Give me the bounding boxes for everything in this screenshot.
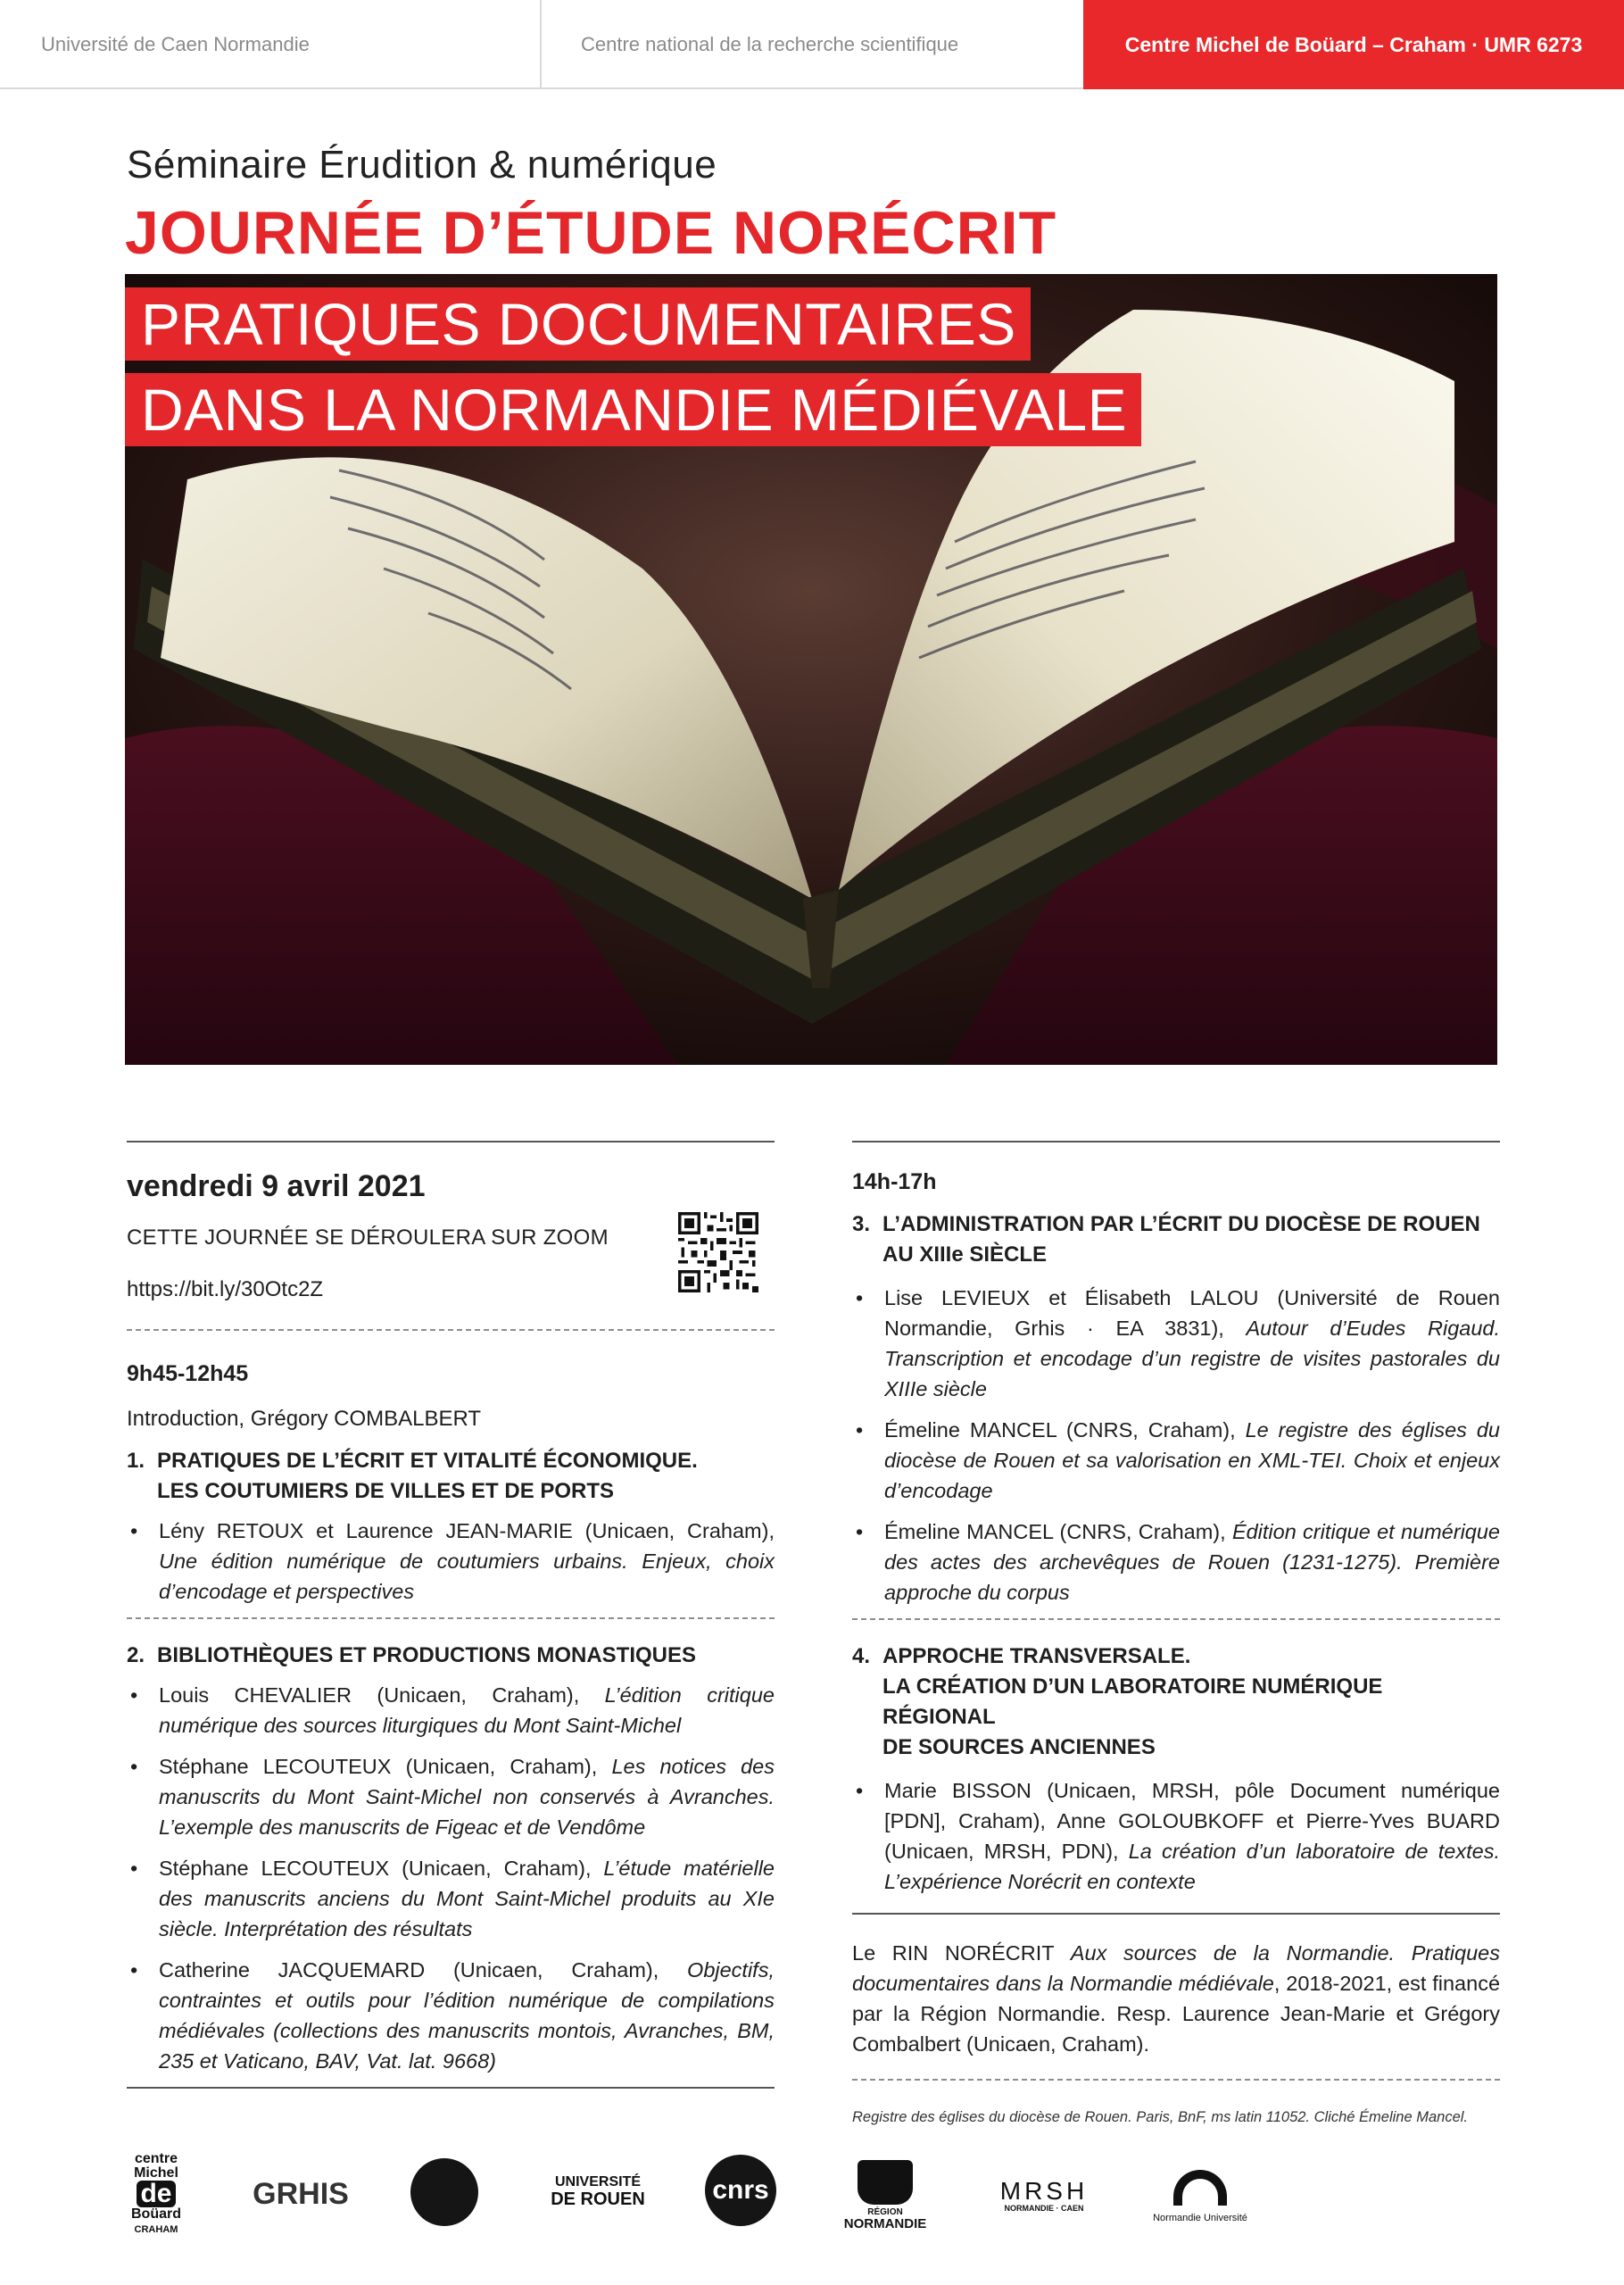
section-title: APPROCHE TRANSVERSALE. <box>882 1644 1191 1668</box>
header-cnrs[interactable]: Centre national de la recherche scientifique <box>581 33 959 55</box>
talk-speakers: Marie BISSON (Unicaen, MRSH, pôle Document numérique [PDN], Craham), Anne GOLOUBKOFF et Pierre-Yves BUARD (Unicaen, MRSH, PDN), <box>884 1779 1500 1863</box>
seminar-title: Séminaire Érudition & numérique <box>127 143 717 187</box>
talk-speakers: Catherine JACQUEMARD (Unicaen, Craham), <box>159 1958 688 1982</box>
divider <box>127 1617 775 1619</box>
bullet-icon: • <box>856 1779 864 1802</box>
craham-logo[interactable]: centre Michel de Boüard CRAHAM <box>131 2150 181 2235</box>
talk-item <box>127 1751 775 1842</box>
talk-title: Les notices des manuscrits du Mont Saint-Michel non conservés à Avranches. L’exemple des manuscrits de Figeac et de Vendôme <box>159 1755 775 1839</box>
header-craham[interactable]: Centre Michel de Boüard – Craham · UMR 6273 <box>1083 0 1624 89</box>
section-2-heading <box>127 1641 775 1671</box>
talk-item <box>127 1516 775 1607</box>
section-title: PRATIQUES DE L’ÉCRIT ET VITALITÉ ÉCONOMIQUE. <box>157 1449 698 1473</box>
section-4-heading <box>852 1641 1500 1763</box>
talk-speakers: Stéphane LECOUTEUX (Unicaen, Craham), <box>159 1755 612 1778</box>
divider <box>852 2079 1500 2081</box>
grhis-logo[interactable]: GRHIS <box>253 2176 349 2211</box>
bullet-icon: • <box>130 1683 138 1707</box>
section-3-heading <box>852 1209 1500 1270</box>
section-title: DE SOURCES ANCIENNES <box>882 1735 1156 1759</box>
talk-speakers: Stéphane LECOUTEUX (Unicaen, Craham), <box>159 1857 604 1880</box>
header-university[interactable]: Université de Caen Normandie <box>0 0 542 89</box>
program-afternoon <box>852 1141 1500 2126</box>
funding-project-title: Aux sources de la Normandie. Pratiques documentaires dans la Normandie médiévale <box>852 1941 1500 1995</box>
talk-title: Autour d’Eudes Rigaud. Transcription et encodage d’un registre de visites pastorales du XIIIe siècle <box>884 1317 1501 1400</box>
bullet-icon: • <box>856 1418 864 1442</box>
talk-item <box>852 1415 1500 1506</box>
bullet-icon: • <box>130 1519 138 1542</box>
divider <box>127 2087 775 2089</box>
funding-note <box>852 1938 1500 2059</box>
divider <box>852 1913 1500 1915</box>
program-morning <box>127 1141 775 2089</box>
rouen-logo[interactable]: UNIVERSITÉ DE ROUEN <box>551 2174 645 2209</box>
section-title: BIBLIOTHÈQUES ET PRODUCTIONS MONASTIQUES <box>157 1643 697 1667</box>
talk-title: Objectifs, contraintes et outils pour l’édition numérique de compilations médiévales (collections des manuscrits montois, Avranches, BM, 235 et Vaticano, BAV, Vat. lat. 9668) <box>159 1958 775 2073</box>
section-number: 4. <box>852 1644 871 1668</box>
mrsh-logo[interactable]: MRSH NORMANDIE · CAEN <box>999 2176 1089 2214</box>
talk-speakers: Lise LEVIEUX et Élisabeth LALOU (Université de Rouen Normandie, Grhis · EA 3831), <box>884 1286 1500 1340</box>
subtitle-band-2: DANS LA NORMANDIE MÉDIÉVALE <box>125 373 1141 446</box>
event-date: vendredi 9 avril 2021 <box>127 1169 426 1203</box>
talk-title: Édition critique et numérique des actes des archevêques de Rouen (1231-1275). Première approche du corpus <box>884 1520 1500 1604</box>
section-number: 3. <box>852 1212 871 1236</box>
section-title: LA CRÉATION D’UN LABORATOIRE NUMÉRIQUE RÉGIONAL <box>882 1674 1383 1729</box>
divider <box>127 1141 775 1142</box>
cnrs-logo[interactable]: cnrs <box>705 2155 776 2226</box>
morning-time: 9h45-12h45 <box>127 1361 249 1386</box>
talk-item <box>127 1853 775 1944</box>
zoom-notice: CETTE JOURNÉE SE DÉROULERA SUR ZOOM <box>127 1226 609 1250</box>
section-number: 2. <box>127 1643 145 1667</box>
afternoon-time: 14h-17h <box>852 1169 937 1194</box>
introduction: Introduction, Grégory COMBALBERT <box>127 1407 482 1431</box>
talk-speakers: Louis CHEVALIER (Unicaen, Craham), <box>159 1683 605 1707</box>
talk-speakers: Lény RETOUX et Laurence JEAN-MARIE (Unicaen, Craham), <box>159 1519 775 1542</box>
normandie-universite-logo[interactable]: Normandie Université <box>1142 2156 1258 2237</box>
funding-suffix: , 2018-2021, est financé par la Région Normandie. Resp. Laurence Jean-Marie et Grégory Combalbert (Unicaen, Craham). <box>852 1972 1501 2056</box>
subtitle-band-1: PRATIQUES DOCUMENTAIRES <box>125 287 1031 361</box>
section-title: LES COUTUMIERS DE VILLES ET DE PORTS <box>157 1479 615 1503</box>
talk-title: L’étude matérielle des manuscrits anciens du Mont Saint-Michel produits au XIe siècle. Interprétation des résultats <box>159 1857 775 1940</box>
talk-item <box>852 1775 1500 1897</box>
qr-code[interactable] <box>678 1212 758 1292</box>
bullet-icon: • <box>130 1755 138 1778</box>
talk-title: Une édition numérique de coutumiers urbains. Enjeux, choix d’encodage et perspectives <box>159 1550 775 1603</box>
bullet-icon: • <box>856 1286 864 1309</box>
bullet-icon: • <box>130 1857 138 1880</box>
bullet-icon: • <box>130 1958 138 1982</box>
talk-item <box>852 1283 1500 1404</box>
region-normandie-logo[interactable]: RÉGION NORMANDIE <box>841 2153 930 2239</box>
divider <box>852 1141 1500 1142</box>
section-title: L’ADMINISTRATION PAR L’ÉCRIT DU DIOCÈSE DE ROUEN <box>882 1212 1480 1236</box>
photo-credit: Registre des églises du diocèse de Rouen. Paris, BnF, ms latin 11052. Cliché Émeline Mancel. <box>852 2109 1469 2125</box>
section-title: AU XIIIe SIÈCLE <box>882 1242 1048 1267</box>
funding-prefix: Le RIN NORÉCRIT <box>852 1941 1071 1965</box>
talk-title: Le registre des églises du diocèse de Rouen et sa valorisation en XML-TEI. Choix et enjeux d’encodage <box>884 1418 1500 1502</box>
partner-logos <box>116 2144 1276 2242</box>
talk-speakers: Émeline MANCEL (CNRS, Craham), <box>884 1520 1232 1543</box>
circle-logo[interactable] <box>410 2158 478 2226</box>
section-number: 1. <box>127 1449 145 1473</box>
zoom-link[interactable]: https://bit.ly/30Otc2Z <box>127 1277 324 1301</box>
talk-title: L’édition critique numérique des sources liturgiques du Mont Saint-Michel <box>159 1683 775 1737</box>
talk-item <box>127 1680 775 1741</box>
talk-item <box>852 1516 1500 1608</box>
event-title: JOURNÉE D’ÉTUDE NORÉCRIT <box>125 199 1057 267</box>
talk-speakers: Émeline MANCEL (CNRS, Craham), <box>884 1418 1246 1442</box>
divider <box>127 1329 775 1331</box>
talk-title: La création d’un laboratoire de textes. L’expérience Norécrit en contexte <box>884 1840 1500 1893</box>
header-bar <box>0 0 1624 89</box>
talk-item <box>127 1955 775 2076</box>
divider <box>852 1618 1500 1620</box>
section-1-heading <box>127 1446 775 1507</box>
bullet-icon: • <box>856 1520 864 1543</box>
